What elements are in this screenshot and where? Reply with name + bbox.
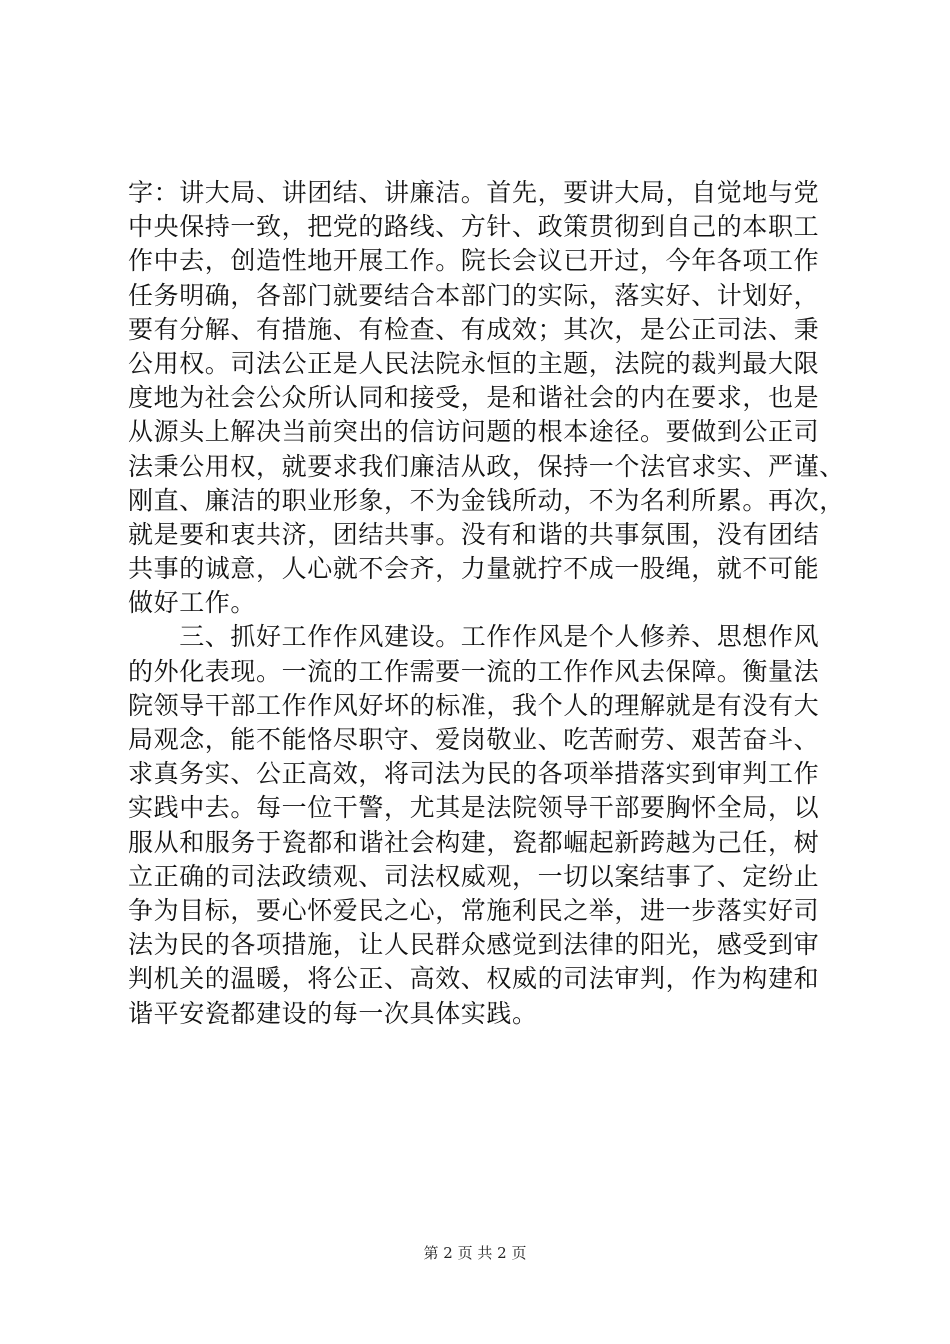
text-line: 局观念，能不能恪尽职守、爱岗敬业、吃苦耐劳、艰苦奋斗、 [128,725,820,754]
text-line: 的外化表现。一流的工作需要一流的工作作风去保障。衡量法 [128,656,820,686]
text-line: 院领导干部工作作风好坏的标准，我个人的理解就是有没有大 [128,690,820,720]
body-text [128,176,845,1031]
text-line: 公用权。司法公正是人民法院永恒的主题，法院的裁判最大限 [128,348,820,378]
text-line: 立正确的司法政绩观、司法权威观，一切以案结事了、定纷止 [128,861,820,891]
text-line: 做好工作。 [128,588,257,618]
text-line: 谐平安瓷都建设的每一次具体实践。 [128,998,538,1028]
page-footer [0,1242,950,1263]
text-line: 法为民的各项措施，让人民群众感觉到法律的阳光，感受到审 [128,930,820,960]
text-line: 中央保持一致，把党的路线、方针、政策贯彻到自己的本职工 [128,212,820,242]
text-line: 判机关的温暖，将公正、高效、权威的司法审判，作为构建和 [128,964,820,994]
text-line: 三、抓好工作作风建设。工作作风是个人修养、思想作风 [128,622,820,652]
text-line: 要有分解、有措施、有检查、有成效；其次，是公正司法、秉 [128,314,820,344]
text-line: 就是要和衷共济，团结共事。没有和谐的共事氛围，没有团结 [128,519,820,549]
text-line: 字：讲大局、讲团结、讲廉洁。首先，要讲大局，自觉地与党 [128,178,820,207]
text-line: 刚直、廉洁的职业形象，不为金钱所动，不为名利所累。再次， [128,485,845,515]
text-line: 度地为社会公众所认同和接受，是和谐社会的内在要求，也是 [128,383,820,413]
text-line: 求真务实、公正高效，将司法为民的各项举措落实到审判工作 [128,759,820,789]
text-line: 争为目标，要心怀爱民之心，常施利民之举，进一步落实好司 [128,895,820,925]
text-line: 服从和服务于瓷都和谐社会构建，瓷都崛起新跨越为己任，树 [128,827,820,857]
text-line: 任务明确，各部门就要结合本部门的实际，落实好、计划好， [128,280,820,310]
text-line: 共事的诚意，人心就不会齐，力量就拧不成一股绳，就不可能 [128,554,820,584]
page-number: 第 2 页 共 2 页 [423,1244,527,1262]
text-line: 法秉公用权，就要求我们廉洁从政，保持一个法官求实、严谨、 [128,451,845,481]
text-line: 实践中去。每一位干警，尤其是法院领导干部要胸怀全局，以 [128,793,820,823]
text-line: 从源头上解决当前突出的信访问题的根本途径。要做到公正司 [128,417,820,447]
text-line: 作中去，创造性地开展工作。院长会议已开过，今年各项工作 [128,246,820,276]
